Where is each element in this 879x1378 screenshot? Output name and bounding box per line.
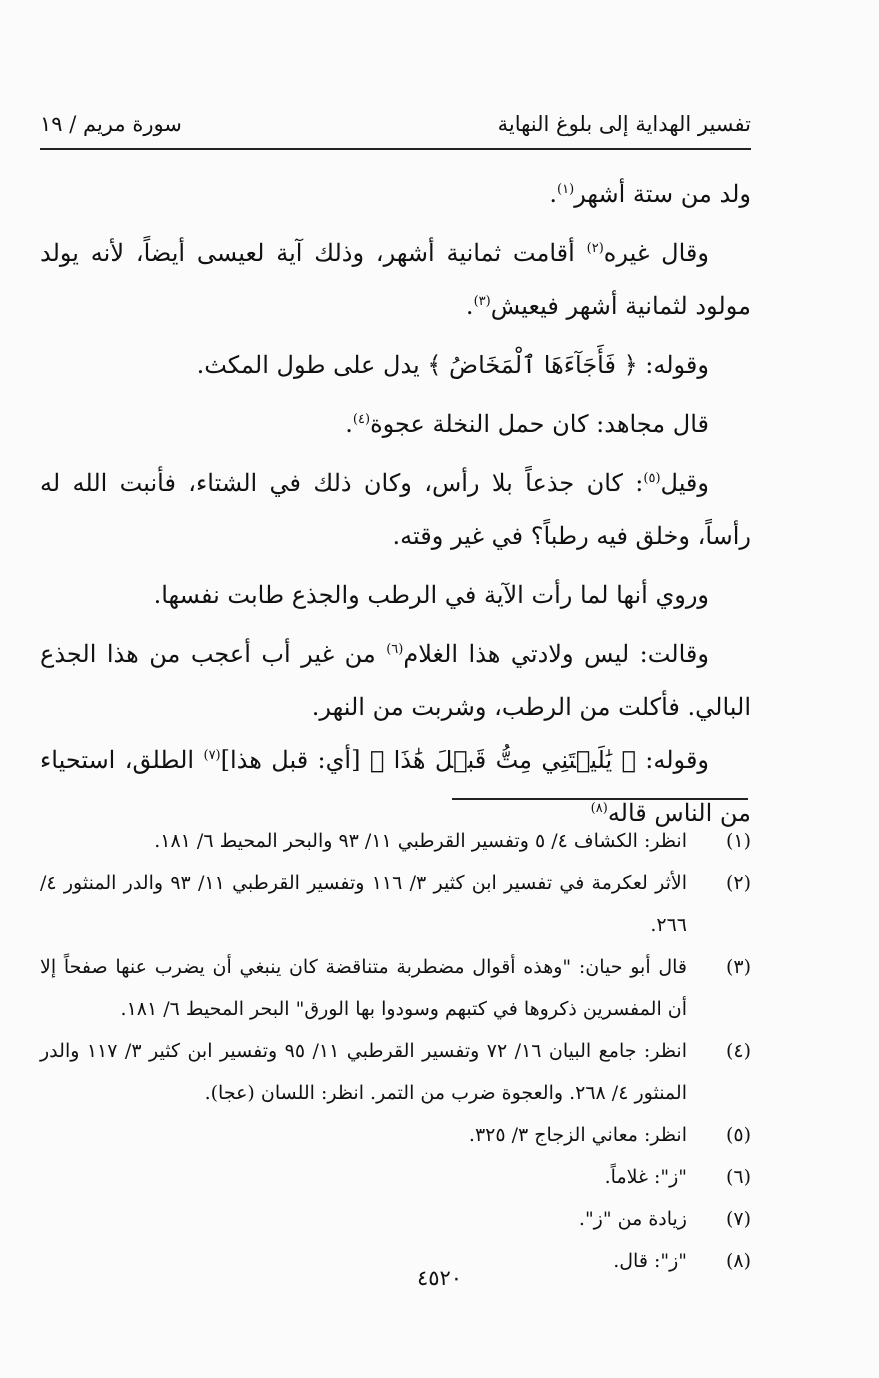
footnote-ref[interactable]: (٨) [590, 801, 608, 816]
paragraph: وقالت: ليس ولادتي هذا الغلام$^{(٦)}$ من غير أب أعجب من هذا الجذع البالي. فأكلت من الرطب، وشربت من النهر. [40, 640, 751, 721]
quran-verse: ﴿ يَٰلَيۡتَنِي مِتُّ قَبۡلَ هَٰذَا ﴾ [369, 746, 636, 774]
book-title: تفسير الهداية إلى بلوغ النهاية [497, 112, 751, 136]
paragraph: وقيل$^{(٥)}$: كان جذعاً بلا رأس، وكان ذلك في الشتاء، فأنبت الله له رأساً، وخلق فيه رطباً؟ في غير وقته. [40, 469, 751, 550]
footnote-ref[interactable]: (٢) [586, 241, 604, 256]
footnote-ref[interactable]: (٧) [203, 748, 221, 763]
footnote-item [40, 820, 751, 862]
footnote-ref[interactable]: (٣) [473, 294, 491, 309]
footnote-item [40, 1114, 751, 1156]
footnotes [40, 820, 751, 1282]
footnote-text: "ز": قال. [613, 1250, 687, 1272]
surah-label: سورة مريم / ١٩ [40, 112, 182, 136]
quran-verse: ﴿ فَأَجَآءَهَا ٱلْمَخَاضُ ﴾ [427, 351, 638, 379]
footnote-item [40, 862, 751, 946]
footnote-text: الأثر لعكرمة في تفسير ابن كثير ٣/ ١١٦ وتفسير القرطبي ١١/ ٩٣ والدر المنثور ٤/ ٢٦٦. [40, 872, 687, 936]
footnote-ref[interactable]: (١) [557, 182, 575, 197]
footnote-text: انظر: الكشاف ٤/ ٥ وتفسير القرطبي ١١/ ٩٣ والبحر المحيط ٦/ ١٨١. [154, 830, 687, 852]
footnote-text: قال أبو حيان: "وهذه أقوال مضطربة متناقضة كان ينبغي أن يضرب عنها صفحاً إلا أن المفسرين ذكروها في كتبهم وسودوا بها الورق" البحر المحيط ٦/ ١٨١. [40, 956, 687, 1020]
paragraph: ولد من ستة أشهر$^{(١)}$. [549, 180, 751, 208]
footnote-number: (١) [725, 830, 751, 852]
footnote-item [40, 1198, 751, 1240]
footnote-ref[interactable]: (٦) [386, 642, 404, 657]
footnote-item [40, 946, 751, 1030]
paragraph: قال مجاهد: كان حمل النخلة عجوة$^{(٤)}$. [345, 410, 709, 438]
paragraph: وروي أنها لما رأت الآية في الرطب والجذع طابت نفسها. [153, 581, 709, 609]
footnote-text: زيادة من "ز". [578, 1208, 687, 1230]
footnote-number: (٨) [725, 1250, 751, 1272]
footnote-separator [452, 798, 748, 800]
main-text [40, 168, 751, 840]
paragraph: وقال غيره$^{(٢)}$ أقامت ثمانية أشهر، وذلك آية لعيسى أيضاً، لأنه يولد مولود لثمانية أشهر فيعيش$^{(٣)}$. [40, 239, 751, 320]
footnote-text: "ز": غلاماً. [604, 1166, 687, 1188]
footnote-number: (٧) [725, 1208, 751, 1230]
running-header [40, 104, 751, 150]
footnote-text: انظر: جامع البيان ١٦/ ٧٢ وتفسير القرطبي ١١/ ٩٥ وتفسير ابن كثير ٣/ ١١٧ والدر المنثور ٤/ ٢٦٨. والعجوة ضرب من التمر. انظر: اللسان (عجا). [40, 1040, 687, 1104]
paragraph: وقوله: ﴿ يَٰلَيۡتَنِي مِتُّ قَبۡلَ هَٰذَا ﴾ [أي: قبل هذا]$^{(٧)}$ الطلق، استحياء من الناس قاله$^{(٨)}$ [40, 746, 751, 827]
footnote-ref[interactable]: (٥) [643, 471, 661, 486]
footnote-number: (٣) [725, 956, 751, 978]
footnote-number: (٢) [725, 872, 751, 894]
footnote-number: (٤) [725, 1040, 751, 1062]
footnote-number: (٦) [725, 1166, 751, 1188]
footnote-item [40, 1156, 751, 1198]
footnote-text: انظر: معاني الزجاج ٣/ ٣٢٥. [468, 1124, 687, 1146]
footnote-number: (٥) [725, 1124, 751, 1146]
paragraph: وقوله: ﴿ فَأَجَآءَهَا ٱلْمَخَاضُ ﴾ يدل على طول المكث. [196, 351, 709, 379]
footnote-ref[interactable]: (٤) [352, 412, 371, 427]
page-number: ٤٥٢٠ [416, 1266, 463, 1290]
footnote-item [40, 1030, 751, 1114]
